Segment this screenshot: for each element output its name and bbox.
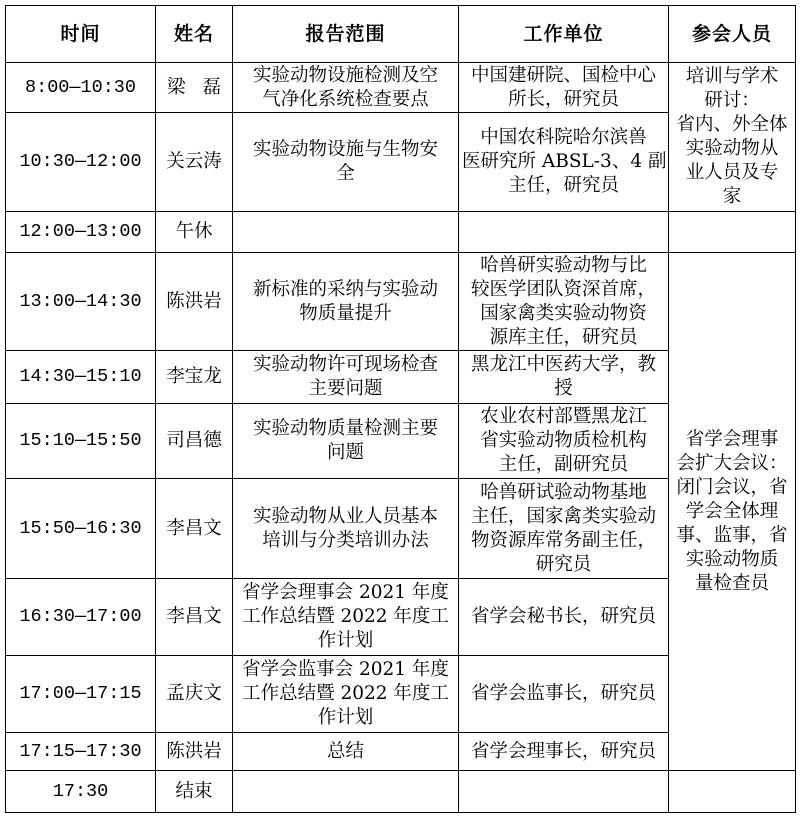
org-line: 农业农村部暨黑龙江: [480, 406, 647, 427]
attendees-cell: [669, 253, 796, 771]
topic-line: 物质量提升: [299, 302, 392, 324]
attendees-line: 培训与学术: [685, 66, 779, 87]
topic-line: 实验动物从业人员基本: [252, 505, 438, 527]
time-cell: 17:15—17:30: [6, 733, 156, 771]
table-row: [6, 771, 796, 813]
attendees-line: 家: [722, 186, 742, 207]
topic-line: 实验动物设施检测及空: [252, 64, 438, 86]
table-row: [6, 212, 796, 253]
topic-cell: [233, 479, 459, 579]
time-cell: 8:00—10:30: [6, 63, 156, 113]
org-line: 省学会理事长，研究员: [470, 740, 656, 762]
org-cell: [459, 656, 669, 733]
topic-cell: [233, 113, 459, 212]
table-row: [6, 63, 796, 113]
table-header-row: [6, 6, 796, 63]
org-cell: [459, 733, 669, 771]
name-cell: 李宝龙: [156, 351, 233, 404]
empty-cell: [459, 212, 669, 253]
org-cell: [459, 351, 669, 404]
empty-cell: [233, 212, 459, 253]
topic-line: 培训与分类培训办法: [262, 529, 429, 551]
name-cell: 陈洪岩: [156, 733, 233, 771]
time-cell: 14:30—15:10: [6, 351, 156, 404]
time-cell: 17:00—17:15: [6, 656, 156, 733]
name-cell: 关云涛: [156, 113, 233, 212]
topic-line: 作计划: [317, 707, 374, 728]
org-line: 研究员: [535, 553, 592, 575]
name-cell: 司昌德: [156, 404, 233, 479]
attendees-line: 省内、外全体: [676, 114, 788, 135]
org-line: 源库主任，研究员: [489, 326, 638, 348]
org-cell: [459, 63, 669, 113]
org-line: 较医学团队资深首席，: [470, 278, 656, 300]
table-row: [6, 253, 796, 351]
org-line: 哈兽研实验动物与比: [480, 254, 647, 276]
org-line: 授: [554, 378, 573, 399]
name-cell: 陈洪岩: [156, 253, 233, 351]
attendees-line: 省学会理事: [685, 428, 779, 450]
time-cell: 17:30: [6, 771, 156, 813]
name-cell: 李昌文: [156, 579, 233, 656]
org-line: 医研究所 ABSL-3、4 副: [462, 151, 667, 172]
topic-cell: [233, 656, 459, 733]
topic-line: 作计划: [317, 630, 374, 651]
attendees-line: 实验动物质: [685, 548, 779, 570]
attendees-line: 学会全体理: [685, 500, 779, 522]
topic-line: 实验动物设施与生物安: [252, 139, 438, 160]
org-line: 黑龙江中医药大学，教: [470, 354, 656, 375]
org-line: 省学会监事长，研究员: [470, 683, 656, 704]
schedule-table: [5, 5, 796, 813]
org-line: 中国建研院、国检中心: [470, 64, 656, 86]
topic-line: 全: [336, 163, 355, 184]
topic-line: 主要问题: [308, 378, 383, 399]
name-cell: 午休: [156, 212, 233, 253]
topic-line: 省学会理事会 2021 年度: [242, 582, 449, 603]
empty-cell: [669, 212, 796, 253]
org-cell: [459, 253, 669, 351]
time-cell: 13:00—14:30: [6, 253, 156, 351]
time-cell: 15:10—15:50: [6, 404, 156, 479]
name-cell: 孟庆文: [156, 656, 233, 733]
header-time: 时间: [6, 6, 156, 63]
attendees-line: 会扩大会议：: [676, 452, 788, 474]
org-line: 物资源库常务副主任，: [470, 529, 656, 551]
topic-line: 新标准的采纳与实验动: [252, 278, 438, 300]
org-line: 所长，研究员: [507, 88, 619, 110]
name-cell: 李昌文: [156, 479, 233, 579]
org-line: 哈兽研试验动物基地: [480, 481, 647, 503]
topic-cell: [233, 579, 459, 656]
time-cell: 15:50—16:30: [6, 479, 156, 579]
topic-cell: [233, 253, 459, 351]
time-cell: 16:30—17:00: [6, 579, 156, 656]
empty-cell: [459, 771, 669, 813]
topic-line: 问题: [326, 442, 364, 463]
topic-line: 工作总结暨 2022 年度工: [242, 683, 449, 704]
topic-line: 省学会监事会 2021 年度: [242, 659, 449, 680]
attendees-line: 实验动物从: [685, 138, 779, 159]
topic-cell: [233, 733, 459, 771]
org-line: 主任，副研究员: [498, 454, 629, 475]
org-line: 省学会秘书长，研究员: [470, 606, 656, 627]
attendees-line: 业人员及专: [685, 162, 779, 183]
org-cell: [459, 404, 669, 479]
org-line: 主任，研究员: [507, 175, 619, 196]
name-cell: 梁 磊: [156, 63, 233, 113]
header-attendees: 参会人员: [669, 6, 796, 63]
time-cell: 10:30—12:00: [6, 113, 156, 212]
attendees-cell: [669, 63, 796, 212]
empty-cell: [233, 771, 459, 813]
topic-cell: [233, 404, 459, 479]
org-line: 中国农科院哈尔滨兽: [480, 127, 647, 148]
header-topic: 报告范围: [233, 6, 459, 63]
topic-line: 实验动物质量检测主要: [252, 418, 438, 439]
topic-cell: [233, 351, 459, 404]
header-name: 姓名: [156, 6, 233, 63]
attendees-line: 闭门会议，省: [676, 476, 788, 498]
org-line: 主任，国家禽类实验动: [470, 505, 656, 527]
org-cell: [459, 479, 669, 579]
empty-cell: [669, 771, 796, 813]
topic-cell: [233, 63, 459, 113]
topic-line: 实验动物许可现场检查: [252, 354, 438, 375]
time-cell: 12:00—13:00: [6, 212, 156, 253]
attendees-line: 事、监事，省: [676, 524, 788, 546]
org-line: 国家禽类实验动物资: [480, 302, 647, 324]
name-cell: 结束: [156, 771, 233, 813]
org-cell: [459, 113, 669, 212]
attendees-line: 研讨：: [704, 90, 760, 111]
header-org: 工作单位: [459, 6, 669, 63]
topic-line: 工作总结暨 2022 年度工: [242, 606, 449, 627]
topic-line: 总结: [326, 740, 364, 762]
topic-line: 气净化系统检查要点: [262, 88, 429, 110]
attendees-line: 量检查员: [694, 572, 769, 594]
org-cell: [459, 579, 669, 656]
org-line: 省实验动物质检机构: [480, 430, 647, 451]
